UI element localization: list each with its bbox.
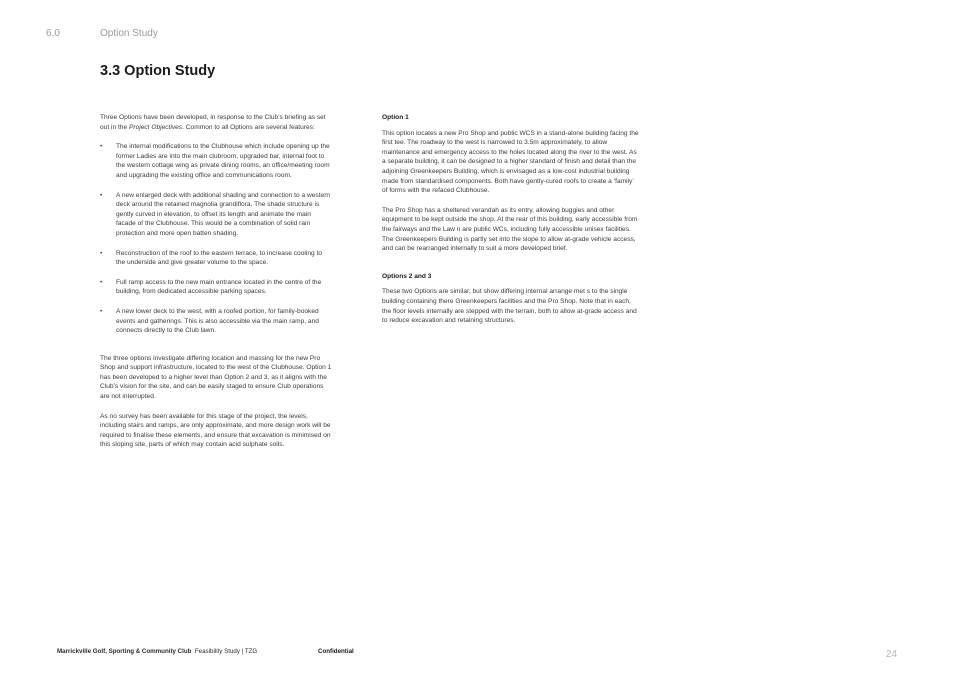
- bullet-icon: •: [100, 143, 103, 151]
- footer-doc-info: Feasibility Study | TZG: [194, 648, 258, 655]
- intro-text-a: Three Options have been developed, in response to the Club’s briefing as set out in the: [100, 114, 326, 131]
- footer-project: [57, 648, 257, 655]
- list-item: [100, 278, 332, 297]
- option1-paragraph-1: This option locates a new Pro Shop and public WCS in a stand-alone building facing the first tee. The roadway to the west is narrowed to 3.5m approximately, to allow maintenance and emergency access to the holes located along the river to the west. As a separate building, it can be designed to a higher standard of finish and detail than the adjoining Greenkeepers Building, which is envisaged as a low-cost industrial building made from standardised components. Both have gently-cured roofs to create a ‘family’ of forms with the refaced Clubhouse.: [382, 129, 639, 195]
- page-title: 3.3 Option Study: [100, 63, 216, 79]
- option1-paragraph-2: The Pro Shop has a sheltered verandah as its entry, allowing buggies and other equipment to be kept outside the shop. At the rear of this building, early accessible from the fairways and the Law n are public WCs, including fully accessible unisex facilities. The Greenkeepers Building is partly set into the slope to allow at-grade vehicle access, and can be rearranged internally to suit a more developed brief.: [382, 206, 638, 253]
- footer-confidential: Confidential: [318, 648, 354, 655]
- option23-heading: Options 2 and 3: [382, 272, 432, 280]
- features-list: [100, 142, 332, 336]
- options-paragraph: The three options investigate differing location and massing for the new Pro Shop and support infrastructure, located to the west of the Clubhouse. Option 1 has been developed to a higher level than Option 2 and 3, as it aligns with the Club’s vision for the site, and can be easily staged to ensure Club operations are not interrupted.: [100, 354, 332, 401]
- option1-heading: Option 1: [382, 114, 409, 121]
- page-number: 24: [886, 649, 898, 660]
- survey-paragraph: As no survey has been available for this stage of the project, the levels, including stairs and ramps, are only approximate, and more design work will be required to finalise these elements, and ensure that excavation is minimised on this sloping site, parts of which may contain acid sulphate soils.: [100, 412, 331, 449]
- right-column: [382, 113, 640, 336]
- list-item: [100, 249, 332, 268]
- list-item-text: Reconstruction of the roof to the eastern terrace, to increase cooling to the underside and give greater volume to the space.: [116, 249, 322, 267]
- intro-text-b: . Common to all Options are several features:: [182, 123, 315, 131]
- list-item: [100, 191, 332, 239]
- list-item: [100, 142, 332, 180]
- footer-project-name: Marrickville Golf, Sporting & Community Club: [57, 648, 192, 655]
- section-number: 6.0: [46, 28, 60, 39]
- list-item-text: A new lower deck to the west, with a roofed portion, for family-booked events and gatherings. This is also accessible via the main ramp, and connects directly to the Club lawn.: [116, 307, 319, 335]
- option23-paragraph: These two Options are similar, but show differing internal arrange met s to the single building containing there Greenkeepers facilities and the Pro Shop. Note that in each, the floor levels internally are stepped with the terrain, both to allow at-grade access and to reduce excavation and retaining structures.: [382, 288, 637, 325]
- list-item-text: A new enlarged deck with additional shading and connection to a western deck around the retained magnolia grandiflora. The shade structure is gently curved in elevation, to offset its length and animate the main facade of the Clubhouse. This would be a combination of solid rain protection and more open batten shading.: [116, 191, 331, 237]
- list-item-text: The internal modifications to the Clubhouse which include opening up the former Ladies are into the main clubroom, upgraded bar, internal foot to the western cottage wing as private dining rooms, an office/meeting room and upgrading the existing office and communications room.: [116, 143, 330, 179]
- section-title: Option Study: [100, 28, 158, 39]
- bullet-icon: •: [100, 191, 103, 199]
- list-item-text: Full ramp access to the new main entrance located in the centre of the building, from dedicated accessible parking spaces.: [116, 278, 322, 296]
- intro-paragraph: [100, 113, 332, 132]
- intro-italic-text: Project Objectives: [128, 123, 183, 131]
- bullet-icon: •: [100, 249, 103, 257]
- list-item: [100, 307, 332, 336]
- bullet-icon: •: [100, 307, 103, 315]
- bullet-icon: •: [100, 278, 103, 286]
- left-column: [100, 113, 332, 460]
